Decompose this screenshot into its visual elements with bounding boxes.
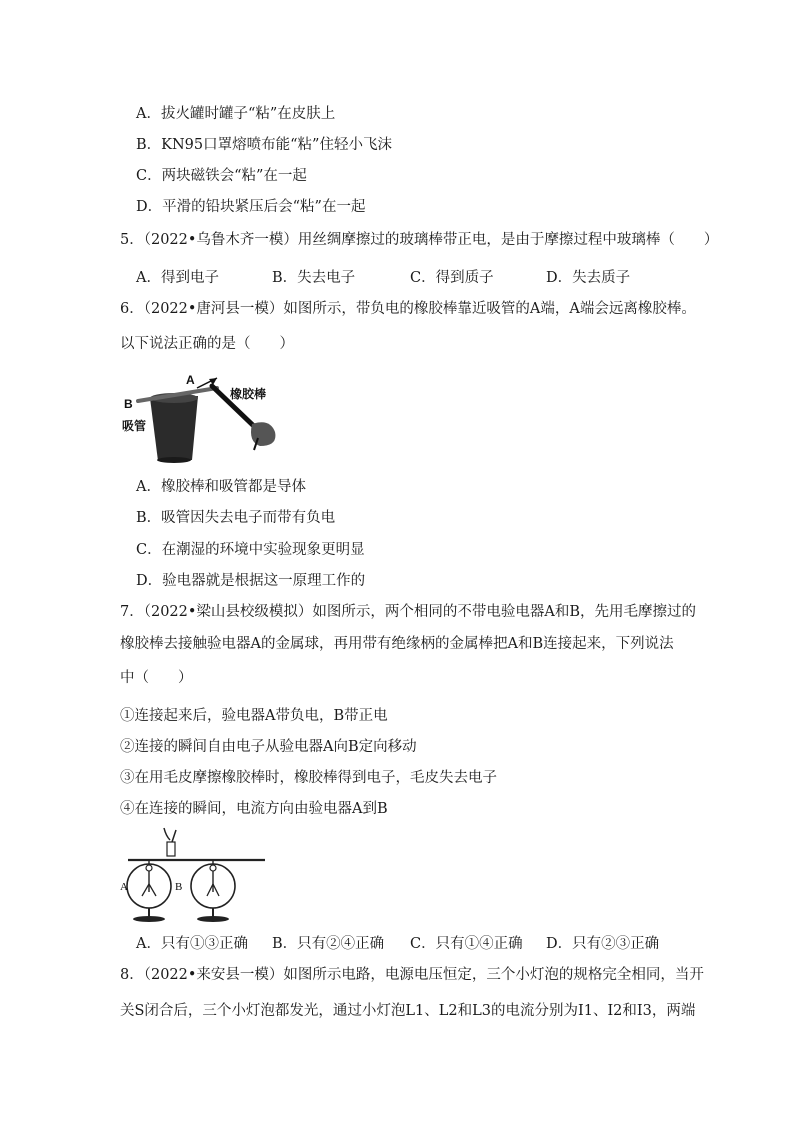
label-b: B: [175, 881, 183, 893]
q4-option-d: D．平滑的铅块紧压后会“粘”在一起: [136, 199, 366, 215]
q4-option-a: A．拔火罐时罐子“粘”在皮肤上: [136, 106, 336, 122]
electroscope-a-base: [133, 916, 165, 922]
q5-option-c: C．得到质子: [410, 270, 494, 286]
label-rod: 橡胶棒: [230, 387, 267, 401]
q5-stem: 5．（2022•乌鲁木齐一模）用丝绸摩擦过的玻璃棒带正电，是由于摩擦过程中玻璃棒（ ）: [120, 232, 719, 248]
electroscope-b-base: [197, 916, 229, 922]
q6-option-d: D．验电器就是根据这一原理工作的: [136, 573, 366, 589]
label-straw: 吸管: [122, 419, 147, 433]
q7-figure-electroscopes: [120, 826, 270, 926]
q6-option-b: B．吸管因失去电子而带有负电: [136, 510, 336, 526]
cup-shape: [150, 396, 198, 461]
label-b: B: [124, 397, 133, 411]
q6-figure-straw-rod: [120, 368, 290, 468]
label-a: A: [186, 373, 195, 387]
q7-option-d: D．只有②③正确: [546, 936, 660, 952]
q7-option-b: B．只有②④正确: [272, 936, 385, 952]
label-a: A: [120, 881, 128, 893]
q6-stem-line1: 6．（2022•唐河县一模）如图所示，带负电的橡胶棒靠近吸管的A端，A端会远离橡胶棒。: [120, 301, 696, 317]
insulated-handle: [167, 842, 175, 856]
q7-statement-3: ③在用毛皮摩擦橡胶棒时，橡胶棒得到电子，毛皮失去电子: [120, 770, 497, 786]
electroscope-b-ball: [210, 865, 216, 871]
q8-stem-line2: 关S闭合后，三个小灯泡都发光，通过小灯泡L1、L2和L3的电流分别为I1、I2和I3，两端: [120, 1003, 696, 1019]
q6-option-c: C．在潮湿的环境中实验现象更明显: [136, 542, 365, 558]
q5-options-row: [0, 268, 794, 288]
q7-stem-line2: 橡胶棒去接触验电器A的金属球，再用带有绝缘柄的金属棒把A和B连接起来，下列说法: [120, 636, 674, 652]
q7-statement-4: ④在连接的瞬间，电流方向由验电器A到B: [120, 801, 388, 817]
q7-statement-2: ②连接的瞬间自由电子从验电器A向B定向移动: [120, 739, 417, 755]
q5-option-d: D．失去质子: [546, 270, 631, 286]
q4-option-c: C．两块磁铁会“粘”在一起: [136, 168, 307, 184]
q6-option-a: A．橡胶棒和吸管都是导体: [136, 479, 306, 495]
q8-stem-line1: 8．（2022•来安县一模）如图所示电路，电源电压恒定，三个小灯泡的规格完全相同，当开: [120, 967, 704, 983]
q7-stem-line3: 中（ ）: [120, 670, 193, 686]
electroscope-a-ball: [146, 865, 152, 871]
q7-stem-line1: 7．（2022•梁山县校级模拟）如图所示，两个相同的不带电验电器A和B，先用毛摩擦过的: [120, 604, 697, 620]
q7-option-c: C．只有①④正确: [410, 936, 523, 952]
cup-base: [157, 457, 191, 463]
q7-options-row: [0, 934, 794, 954]
hand-shape: [251, 422, 275, 446]
q5-option-b: B．失去电子: [272, 270, 356, 286]
hand-fingers: [164, 828, 176, 842]
q7-statement-1: ①连接起来后，验电器A带负电，B带正电: [120, 708, 388, 724]
q7-option-a: A．只有①③正确: [136, 936, 248, 952]
q6-stem-line2: 以下说法正确的是（ ）: [120, 336, 294, 352]
q4-option-b: B．KN95口罩熔喷布能“粘”住轻小飞沫: [136, 137, 392, 153]
q5-option-a: A．得到电子: [136, 270, 219, 286]
